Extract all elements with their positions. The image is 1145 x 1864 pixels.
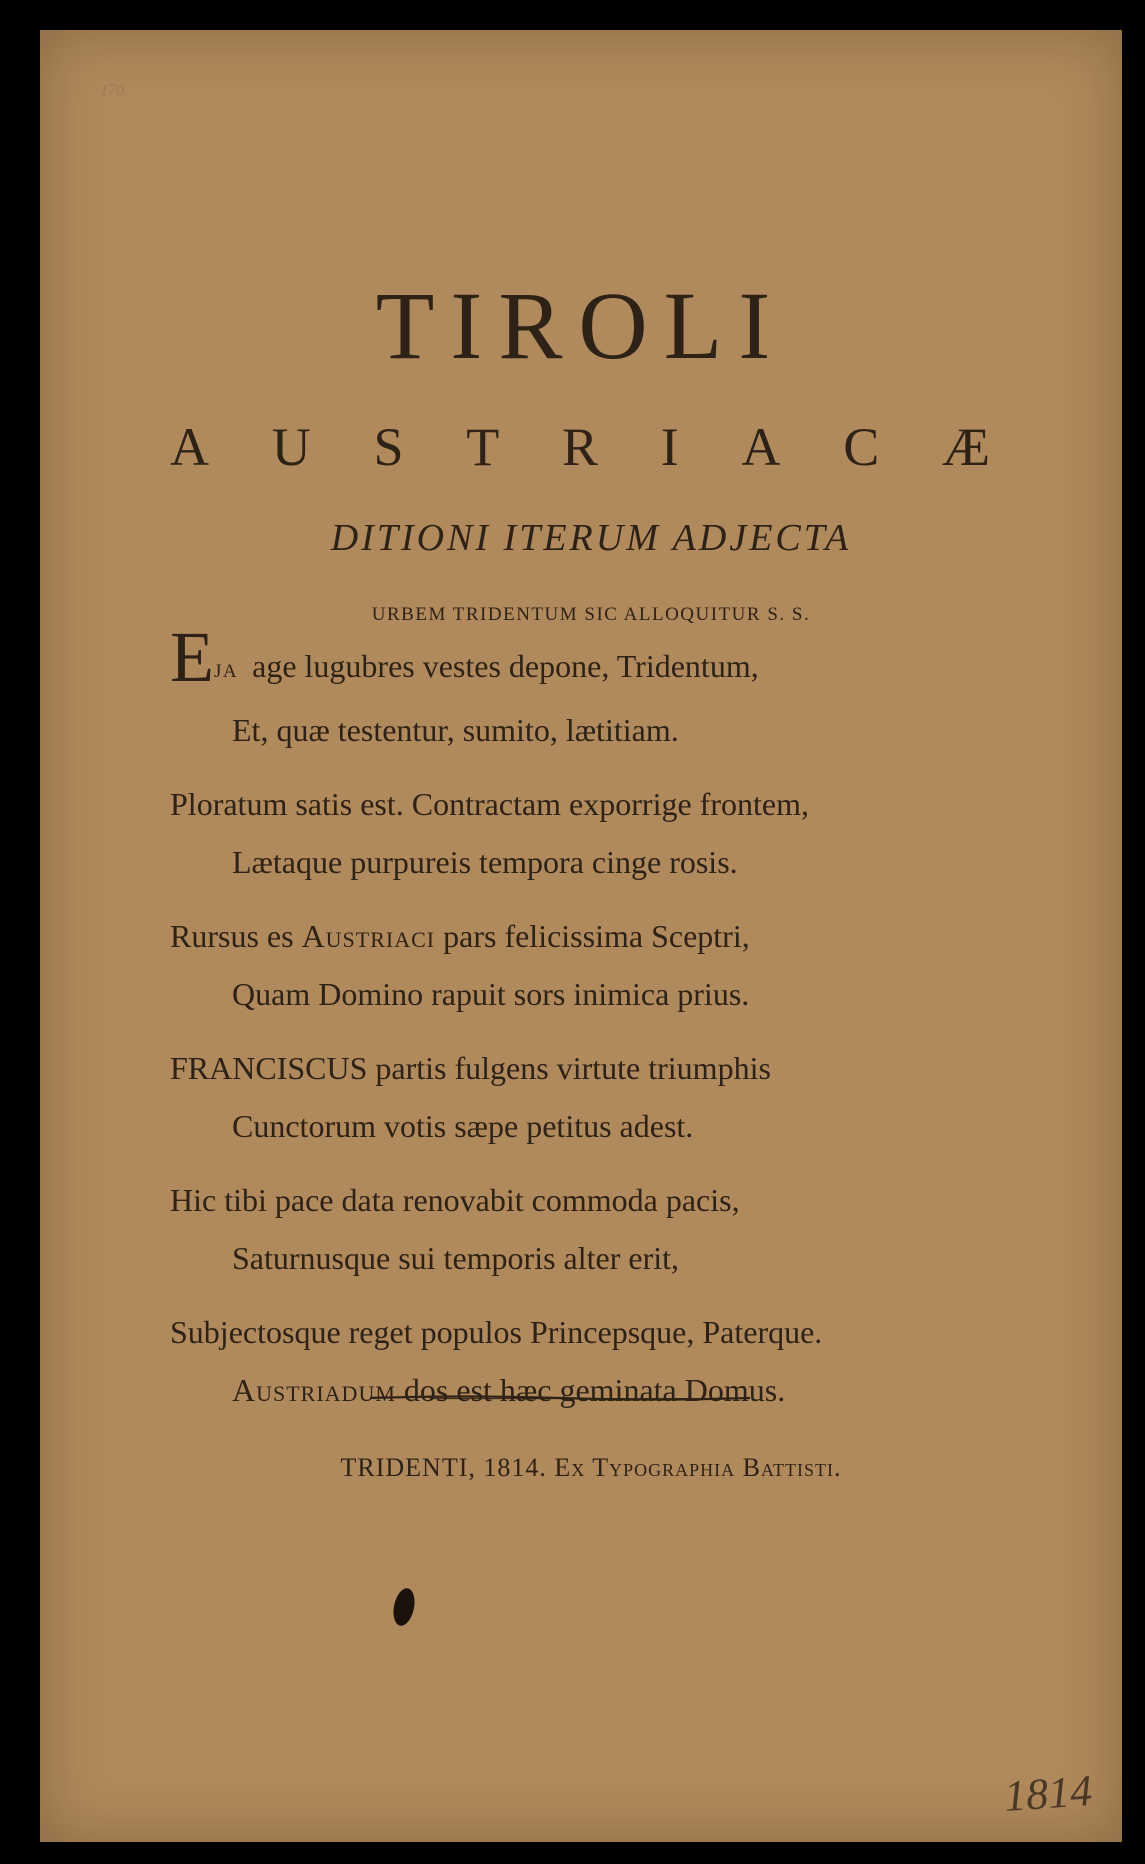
- imprint-place-year: TRIDENTI, 1814.: [340, 1453, 547, 1482]
- poem-line: Et, quæ testentur, sumito, lætitiam.: [232, 712, 679, 748]
- couplet: [170, 1039, 990, 1155]
- drop-cap: E: [170, 617, 214, 697]
- subtitle-letter: S: [373, 417, 404, 477]
- subtitle-letter: C: [843, 417, 880, 477]
- poem-line: Quam Domino rapuit sors inimica prius.: [232, 976, 750, 1012]
- subtitle-letter: I: [660, 417, 679, 477]
- poem-line: [170, 617, 990, 701]
- poem-line-text: pars felicissima Sceptri,: [443, 918, 750, 954]
- poem-line: Lætaque purpureis tempora cinge rosis.: [232, 844, 738, 880]
- couplet: [170, 1171, 990, 1287]
- subtitle-letter: Æ: [941, 417, 990, 477]
- handwritten-year: 1814: [1002, 1765, 1094, 1822]
- title: TIROLI: [375, 272, 787, 379]
- broadside-sheet: [40, 30, 1122, 1842]
- poem-line-text: age lugubres vestes depone, Tridentum,: [252, 648, 759, 684]
- poem-line-text: dos est hæc geminata Domus.: [403, 1372, 786, 1408]
- decorative-rule: [370, 1395, 750, 1401]
- poem-line: [170, 907, 990, 965]
- couplet: [170, 775, 990, 891]
- poem-line: FRANCISCUS partis fulgens virtute triumphis: [170, 1050, 771, 1086]
- subtitle-letter: T: [466, 417, 500, 477]
- subtitle-letter: A: [170, 417, 209, 477]
- poem-line-text: Rursus es: [170, 918, 294, 954]
- small-caps-word: JA: [213, 661, 239, 682]
- subtitle-austriacae: [170, 417, 990, 477]
- poem-line: Hic tibi pace data renovabit commoda pacis,: [170, 1182, 740, 1218]
- poem-line: Cunctorum votis sæpe petitus adest.: [232, 1108, 694, 1144]
- poem: [170, 617, 990, 1435]
- poem-line: Saturnusque sui temporis alter erit,: [232, 1240, 680, 1276]
- couplet: [170, 907, 990, 1023]
- small-caps-word: Austriaci: [301, 918, 436, 954]
- poem-line: Ploratum satis est. Contractam exporrige frontem,: [170, 786, 809, 822]
- small-caps-word: Austriadum: [232, 1372, 396, 1408]
- poem-line: Subjectosque reget populos Princepsque, Paterque.: [170, 1314, 823, 1350]
- imprint: [40, 1453, 1122, 1483]
- poem-line: [170, 1361, 990, 1419]
- address-line: URBEM TRIDENTUM SIC ALLOQUITUR S. S.: [371, 604, 811, 625]
- subtitle-letter: A: [741, 417, 781, 477]
- couplet: [170, 1303, 990, 1419]
- subtitle-letter: U: [271, 417, 311, 477]
- corner-pencil-note: 170: [100, 82, 124, 99]
- subtitle-letter: R: [561, 417, 599, 477]
- couplet: [170, 617, 990, 759]
- italic-heading: DITIONI ITERUM ADJECTA: [330, 517, 852, 559]
- ink-blot: [392, 1586, 416, 1628]
- imprint-press: Ex Typographia Battisti.: [554, 1453, 842, 1482]
